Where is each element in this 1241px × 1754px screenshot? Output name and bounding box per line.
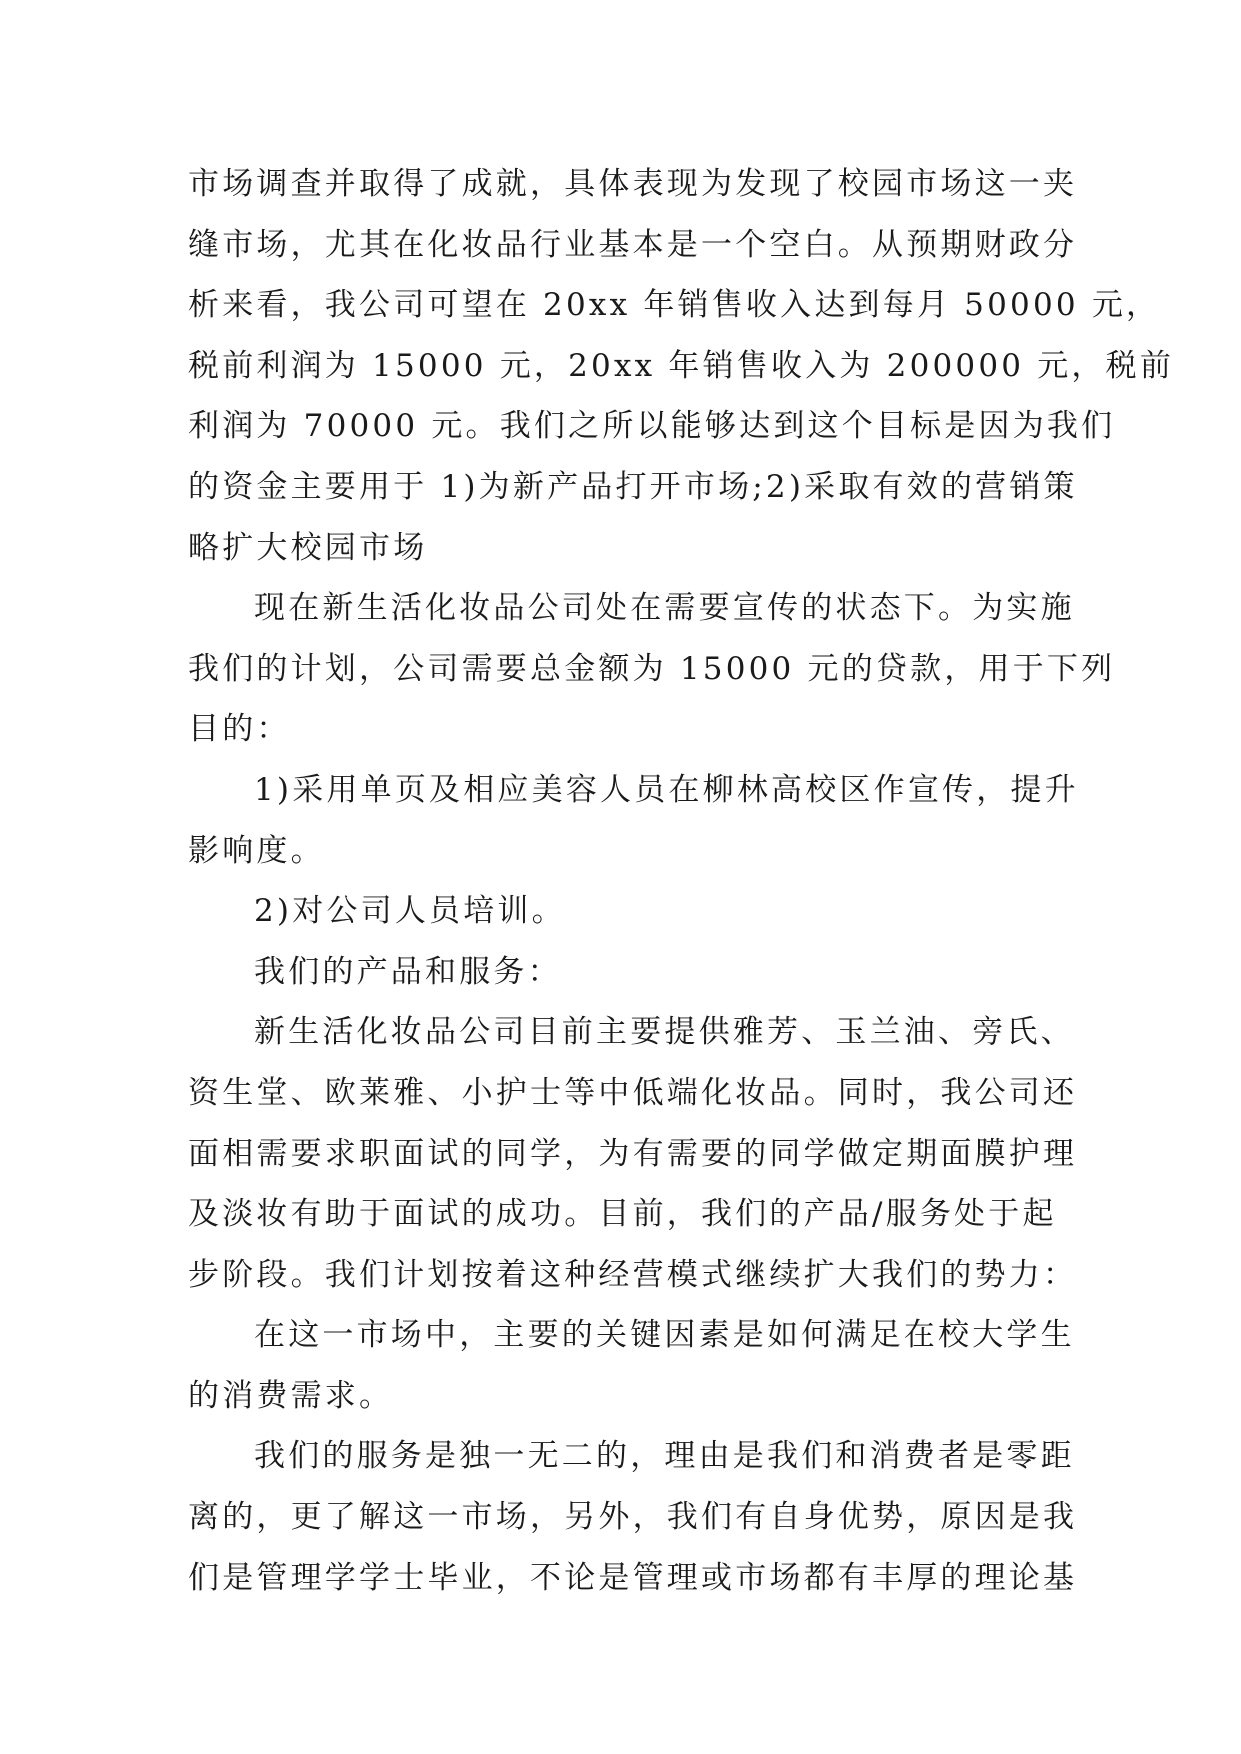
- text-line: 及淡妆有助于面试的成功。目前，我们的产品/服务处于起: [188, 1196, 1057, 1233]
- text-line: 步阶段。我们计划按着这种经营模式继续扩大我们的势力：: [188, 1256, 1078, 1293]
- paragraph-start-line: 现在新生活化妆品公司处在需要宣传的状态下。为实施: [254, 590, 1075, 627]
- text-line: 我们的计划，公司需要总金额为 15000 元的贷款，用于下列: [188, 650, 1116, 687]
- text-line: 资生堂、欧莱雅、小护士等中低端化妆品。同时，我公司还: [188, 1074, 1078, 1111]
- text-line: 的消费需求。: [188, 1377, 394, 1414]
- text-line: 目的：: [188, 711, 291, 748]
- text-line: 析来看，我公司可望在 20xx 年销售收入达到每月 50000 元，: [188, 287, 1161, 324]
- text-line: 们是管理学学士毕业，不论是管理或市场都有丰厚的理论基: [188, 1559, 1078, 1596]
- text-line: 面相需要求职面试的同学，为有需要的同学做定期面膜护理: [188, 1135, 1078, 1172]
- text-line: 影响度。: [188, 832, 325, 869]
- paragraph-start-line: 在这一市场中，主要的关键因素是如何满足在校大学生: [254, 1317, 1075, 1354]
- document-body: [188, 154, 1175, 1608]
- text-line: 利润为 70000 元。我们之所以能够达到这个目标是因为我们: [188, 408, 1116, 445]
- list-item-line: 2)对公司人员培训。: [254, 893, 566, 930]
- paragraph-start-line: 新生活化妆品公司目前主要提供雅芳、玉兰油、旁氏、: [254, 1014, 1075, 1051]
- text-line: 市场调查并取得了成就，具体表现为发现了校园市场这一夹: [188, 166, 1078, 202]
- paragraph-start-line: 我们的服务是独一无二的，理由是我们和消费者是零距: [254, 1438, 1075, 1475]
- list-item-line: 1)采用单页及相应美容人员在柳林高校区作宣传，提升: [254, 771, 1079, 808]
- text-line: 离的，更了解这一市场，另外，我们有自身优势，原因是我: [188, 1499, 1078, 1536]
- section-heading-line: 我们的产品和服务：: [254, 953, 562, 990]
- text-line: 的资金主要用于 1)为新产品打开市场;2)采取有效的营销策: [188, 468, 1078, 505]
- text-line: 缝市场，尤其在化妆品行业基本是一个空白。从预期财政分: [188, 226, 1078, 263]
- text-line: 略扩大校园市场: [188, 529, 428, 566]
- text-line: 税前利润为 15000 元，20xx 年销售收入为 200000 元，税前: [188, 347, 1175, 384]
